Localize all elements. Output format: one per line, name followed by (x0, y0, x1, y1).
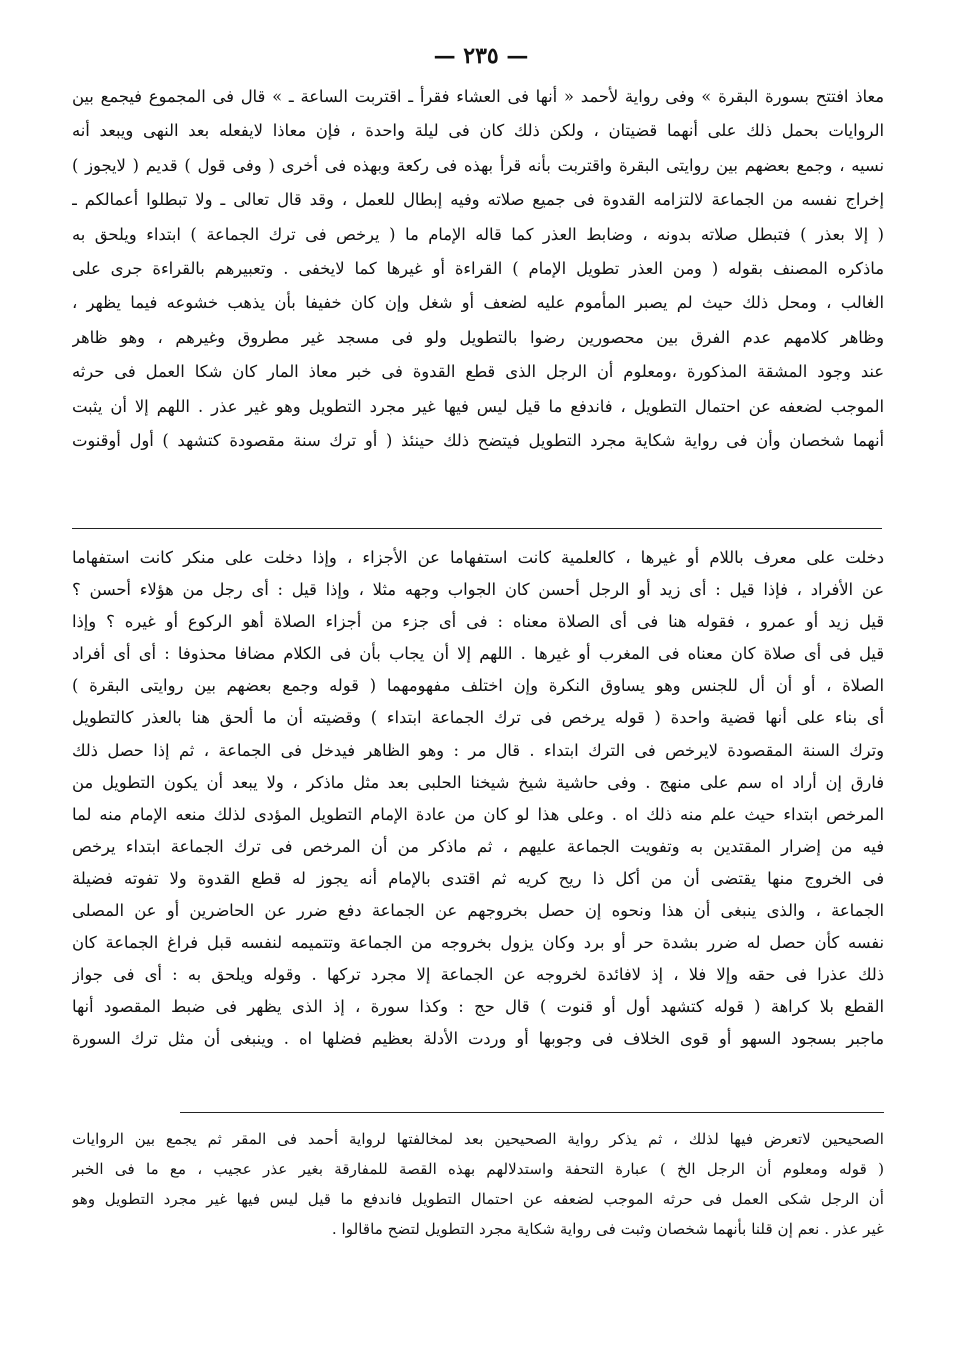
section-divider (72, 528, 882, 529)
commentary-line: فى الخروج منها يقتضى أن من أكل ذا ريح كريه ثم اقتدى بالإمام أنه يجوز له قطع القدوة ولا تفوته فضيلة (72, 868, 884, 888)
main-text (72, 80, 884, 458)
footnote-line: الصحيحين لاتعرض فيها لذلك ، ثم يذكر رواية الصحيحين بعد لمخالفتها لرواية أحمد فى المقر ثم يجمع بين الروايات (72, 1130, 884, 1148)
commentary-line: قيل زيد أو عمرو ، فقوله هنا فى أى الصلاة معناه : فى أى جزء من أجزاء الصلاة أهو الركوع أو غيره ؟ وإذا (72, 612, 884, 632)
commentary-line: الجماعة ، والذى ينبغى أن هذا ونحوه إن حصل بخروجهم عن الجماعة دفع ضرر عن الحاضرين أو عن المصلى (72, 901, 884, 921)
page-number: — ٢٣٥ — (433, 43, 529, 69)
main-text-line: الغالب ، ومحل ذلك حيث لم يصبر المأموم عليه لضعف أو شغل وإن كان خفيفا بأن يذهب خشوعه فيما يظهر ، (72, 293, 884, 313)
main-text-line: الموجب لضعفه عن احتمال التطويل ، فاندفع ما قيل ليس فيها غير مجرد التطويل وهو غير عذر . اللهم إلا أن يثبت (72, 396, 884, 416)
commentary-line: المرخص ابتداء حيث علم منه ذلك اه . وعلى هذا لو كان من عادة الإمام التطويل المؤدى لذلك منعه الإمام منه لما (72, 804, 884, 824)
commentary-line: عن الأفراد ، فإذا قيل : أى زيد أو الرجل أحسن كان الجواب وجهه مثلا ، وإذا قيل : أى رجل من هؤلاء أحسن ؟ (72, 580, 884, 600)
footnote-line: ( قوله ومعلوم أن الرجل الخ ) عبارة التحفة واستدلالهم بهذه القصة للمفارقة بغير عذر عجيب ، مع ما فى الخبر (72, 1160, 884, 1178)
commentary-line: أى بناء على أنها قضية واحدة ( قوله يرخص فى ترك الجماعة ابتداء ) وقضيته أن ما ألحق هنا بالعذر كالتطويل (72, 708, 884, 728)
main-text-line: وظاهر كلامهم عدم الفرق بين محصورين رضوا بالتطويل ولو فى مسجد غير مطروق وغيرهم ، وهو ظاهر (72, 327, 884, 347)
commentary-line: فيه من إضرار المقتدين به وتفويت الجماعة عليهم ، ثم ماذكر من أن المرخص فى ترك الجماعة ابتداء يرخص (72, 836, 884, 856)
commentary-line: وترك السنة المقصودة لايرخص فى الترك ابتداء . قال مر : وهو الظاهر فيدخل فى الجماعة ، ثم إذا حصل ذلك (72, 740, 884, 760)
main-text-line: الروايات بحمل ذلك على أنهما قضيتان ، ولكن ذلك كان فى ليلة واحدة ، فإن معاذا لايفعله بعد النهى ويبعد أنه (72, 121, 884, 141)
footnote-text (72, 1124, 884, 1244)
main-text-line: عند وجود المشقة المذكورة ،ومعلوم أن الرجل الذى قطع القدوة فى خبر معاذ المار كان شكا العمل فى حرثه (72, 362, 884, 382)
commentary-text (72, 542, 884, 1056)
commentary-line: فارق إن أراد اه سم على منهج . وفى حاشية شيخ شيخنا الحلبى بعد مثل ماذكر ، ولا يبعد أن يكون التطويل من (72, 772, 884, 792)
footnote-line last: غير عذر . نعم إن قلنا بأنهما شخصان وثبت فى رواية شكاية مجرد التطويل لتضح ماقالوا . (331, 1220, 884, 1238)
main-text-line: معاذ افتتح بسورة البقرة » وفى رواية لأحمد « أنها فى العشاء فقرأ ـ اقتربت الساعة ـ » قال فى المجموع فيجمع بين (72, 87, 884, 106)
commentary-line: القطع بلا كراهة ( قوله كتشهد أول أو قنوت ) قال حج : وكذا سورة ، إذ الذى يظهر فى ضبط المقصود أنها (72, 997, 884, 1017)
commentary-line: قيل فى أى صلاة كان معناه فى المغرب أو غيرها . اللهم إلا أن يجاب بأن فى الكلام مضافا محذوفا : أى أى أفراد (72, 644, 884, 664)
footnote-line: أن الرجل شكى العمل فى حرثه الموجب لضعفه عن احتمال التطويل فاندفع ما قيل ليس فيها غير مجرد التطويل وهو (72, 1190, 884, 1208)
main-text-line: نسيه ، وجمع بعضهم بين روايتى البقرة واقتربت بأنه قرأ بهذه فى ركعة وبهذه فى أخرى ( وفى قول ) قديم ( لايجوز ) (72, 155, 884, 175)
main-text-line: أنهما شخصان وأن فى رواية شكاية مجرد التطويل فيتضح ذلك حينئذ ( أو ترك سنة مقصودة كتشهد ) أول أوقنوت (72, 430, 884, 450)
main-text-line: ( إلا بعذر ) فتبطل صلاته بدونه ، وضابط العذر كما قاله الإمام ما ( يرخص فى ترك الجماعة ) ابتداء ويلحق به (72, 224, 884, 244)
footnote-divider (180, 1112, 884, 1113)
commentary-line: ماجبر بسجود السهو أو قوى الخلاف فى وجوبها أو وردت الأدلة بعظيم فضلها اه . وينبغى أن مثل ترك السورة (72, 1029, 884, 1049)
commentary-line: ذلك عذرا فى حقه وإلا فلا ، إذ لافائدة لخروجه عن الجماعة إلا مجرد تركها . وقوله ويلحق به : أى فى جواز (72, 965, 884, 985)
main-text-line: إخراج نفسه من الجماعة لالتزامه القدوة فى جميع صلاته وفيه إبطال للعمل ، وقد قال تعالى ـ ولا تبطلوا أعمالكم ـ (72, 190, 884, 210)
main-text-line: ماذكره المصنف بقوله ( ومن العذر تطويل الإمام ) القراءة أو غيرها كما لايخفى . وتعبيرهم بالقراءة جرى على (72, 258, 884, 278)
commentary-line: الصلاة ، أو أن أل للجنس وهو يساوق النكرة وإن اختلف مفهومهما ( قوله وجمع بعضهم بين روايتى البقرة ) (72, 676, 884, 696)
commentary-line: نفسه كأن حصل له ضرر بشدة حر أو برد وكان يزول بخروجه من الجماعة وتتميمه لنفسه قبل فراغ الجماعة كان (72, 933, 884, 953)
commentary-line: دخلت على معرف باللام أو غيرها ، كالعلمية كانت استفهاما عن الأجزاء ، وإذا دخلت على منكر كانت استفهاما (72, 548, 884, 567)
